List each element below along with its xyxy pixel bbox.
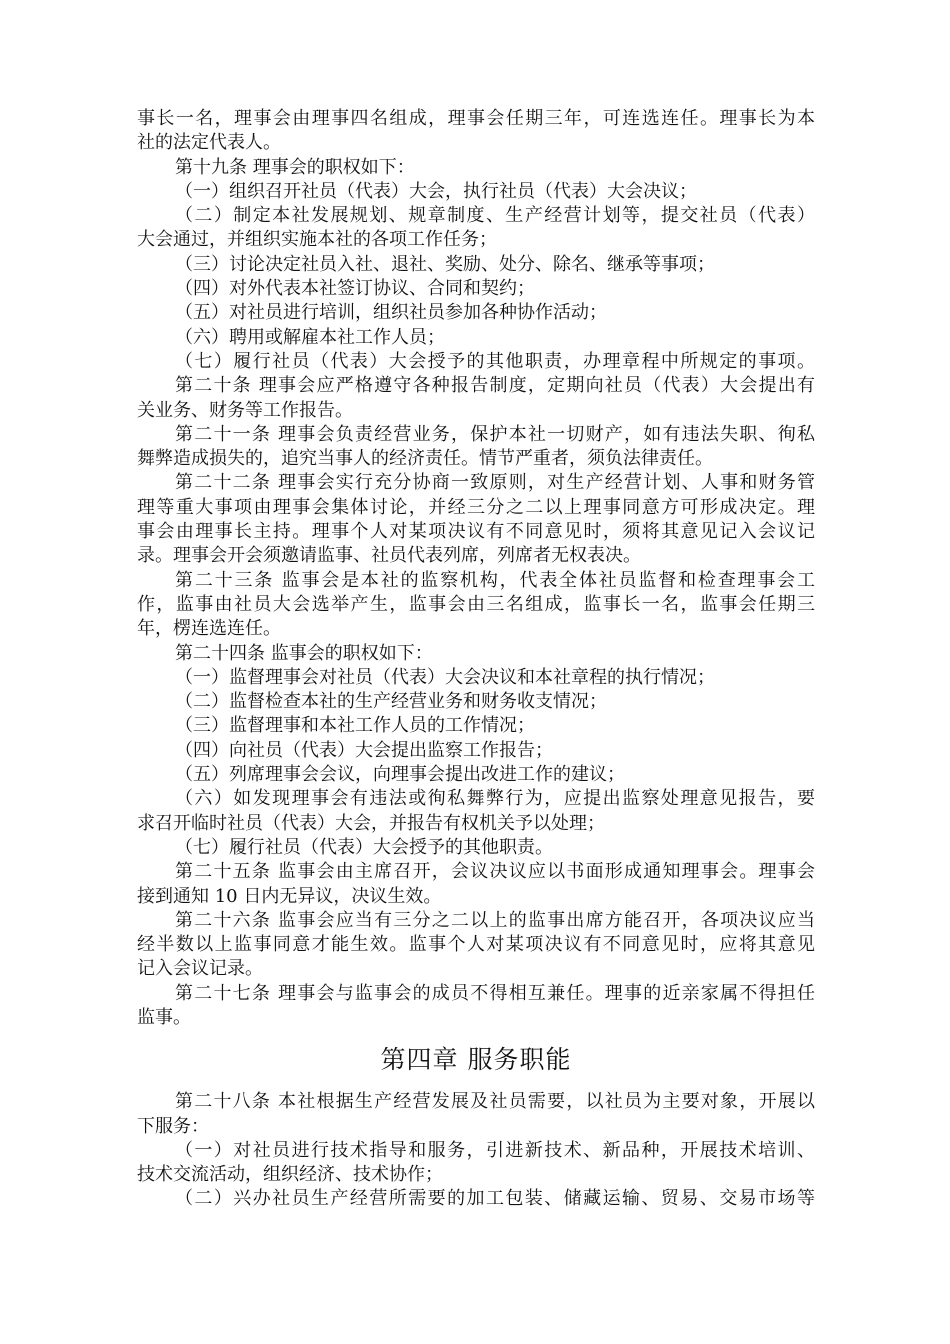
text-line: 舞弊造成损失的，追究当事人的经济责任。情节严重者，须负法律责任。: [137, 448, 713, 470]
text-line: （四）向社员（代表）大会提出监察工作报告；: [175, 739, 553, 761]
text-line: 第二十二条 理事会实行充分协商一致原则，对生产经营计划、人事和财务管: [175, 472, 815, 494]
text-line: （五）对社员进行培训，组织社员参加各种协作活动；: [175, 302, 607, 324]
text-line: 录。理事会开会须邀请监事、社员代表列席，列席者无权表决。: [137, 545, 641, 567]
text-line: 事长一名，理事会由理事四名组成，理事会任期三年，可连选连任。理事长为本: [137, 108, 815, 129]
text-line: （二）监督检查本社的生产经营业务和财务收支情况；: [175, 691, 607, 713]
chapter-heading: 第四章 服务职能: [380, 1045, 572, 1075]
text-line: （三）监督理事和本社工作人员的工作情况；: [175, 715, 535, 737]
text-line: 社的法定代表人。: [137, 132, 281, 154]
text-line: 第二十六条 监事会应当有三分之二以上的监事出席方能召开，各项决议应当: [175, 909, 815, 931]
text-line: 求召开临时社员（代表）大会，并报告有权机关予以处理；: [137, 812, 605, 834]
text-line: 接到通知 10 日内无异议，决议生效。: [137, 885, 442, 907]
text-line: 关业务、财务等工作报告。: [137, 399, 353, 421]
text-line: （一）监督理事会对社员（代表）大会决议和本社章程的执行情况；: [175, 666, 715, 688]
text-line: 第二十三条 监事会是本社的监察机构，代表全体社员监督和检查理事会工: [175, 569, 815, 591]
text-line: 下服务：: [137, 1115, 209, 1137]
text-line: 年，楞连选连任。: [137, 618, 281, 640]
text-line: （七）履行社员（代表）大会授予的其他职责。: [175, 836, 553, 858]
text-line: 技术交流活动，组织经济、技术协作；: [137, 1164, 443, 1186]
text-line: 经半数以上监事同意才能生效。监事个人对某项决议有不同意见时，应将其意见: [137, 934, 815, 956]
text-line: 记入会议记录。: [137, 958, 263, 980]
text-line: （六）聘用或解雇本社工作人员；: [175, 326, 445, 348]
text-line: 作，监事由社员大会选举产生，监事会由三名组成，监事长一名，监事会任期三: [137, 593, 815, 615]
text-line: 第二十一条 理事会负责经营业务，保护本社一切财产，如有违法失职、徇私: [175, 423, 815, 445]
text-line: （六）如发现理事会有违法或徇私舞弊行为，应提出监察处理意见报告，要: [175, 788, 815, 810]
text-line: （一）组织召开社员（代表）大会，执行社员（代表）大会决议；: [175, 180, 697, 202]
text-line: （一）对社员进行技术指导和服务，引进新技术、新品种，开展技术培训、: [175, 1139, 815, 1161]
text-line: 第二十五条 监事会由主席召开，会议决议应以书面形成通知理事会。理事会: [175, 861, 815, 883]
text-line: 事会由理事长主持。理事个人对某项决议有不同意见时，须将其意见记入会议记: [137, 521, 815, 543]
text-line: 监事。: [137, 1006, 191, 1028]
text-line: （四）对外代表本社签订协议、合同和契约；: [175, 278, 535, 300]
text-line: （二）制定本社发展规划、规章制度、生产经营计划等，提交社员（代表）: [175, 205, 815, 227]
text-line: （二）兴办社员生产经营所需要的加工包装、储藏运输、贸易、交易市场等: [175, 1188, 815, 1210]
text-line: （七）履行社员（代表）大会授予的其他职责，办理章程中所规定的事项。: [175, 350, 815, 372]
text-line: （五）列席理事会会议，向理事会提出改进工作的建议；: [175, 764, 625, 786]
text-line: 理等重大事项由理事会集体讨论，并经三分之二以上理事同意方可形成决定。理: [137, 496, 815, 518]
text-line: 大会通过，并组织实施本社的各项工作任务；: [137, 229, 497, 251]
body-text-block-upper: [137, 107, 815, 1030]
text-line: （三）讨论决定社员入社、退社、奖励、处分、除名、继承等事项；: [175, 253, 715, 275]
document-page: [137, 107, 815, 1212]
text-line: 第二十四条 监事会的职权如下：: [175, 642, 433, 664]
text-line: 第二十八条 本社根据生产经营发展及社员需要，以社员为主要对象，开展以: [175, 1091, 815, 1113]
text-line: 第二十条 理事会应严格遵守各种报告制度，定期向社员（代表）大会提出有: [175, 375, 815, 397]
text-line: 第二十七条 理事会与监事会的成员不得相互兼任。理事的近亲家属不得担任: [175, 982, 815, 1004]
body-text-block-lower: [137, 1090, 815, 1211]
text-line: 第十九条 理事会的职权如下：: [175, 156, 415, 178]
